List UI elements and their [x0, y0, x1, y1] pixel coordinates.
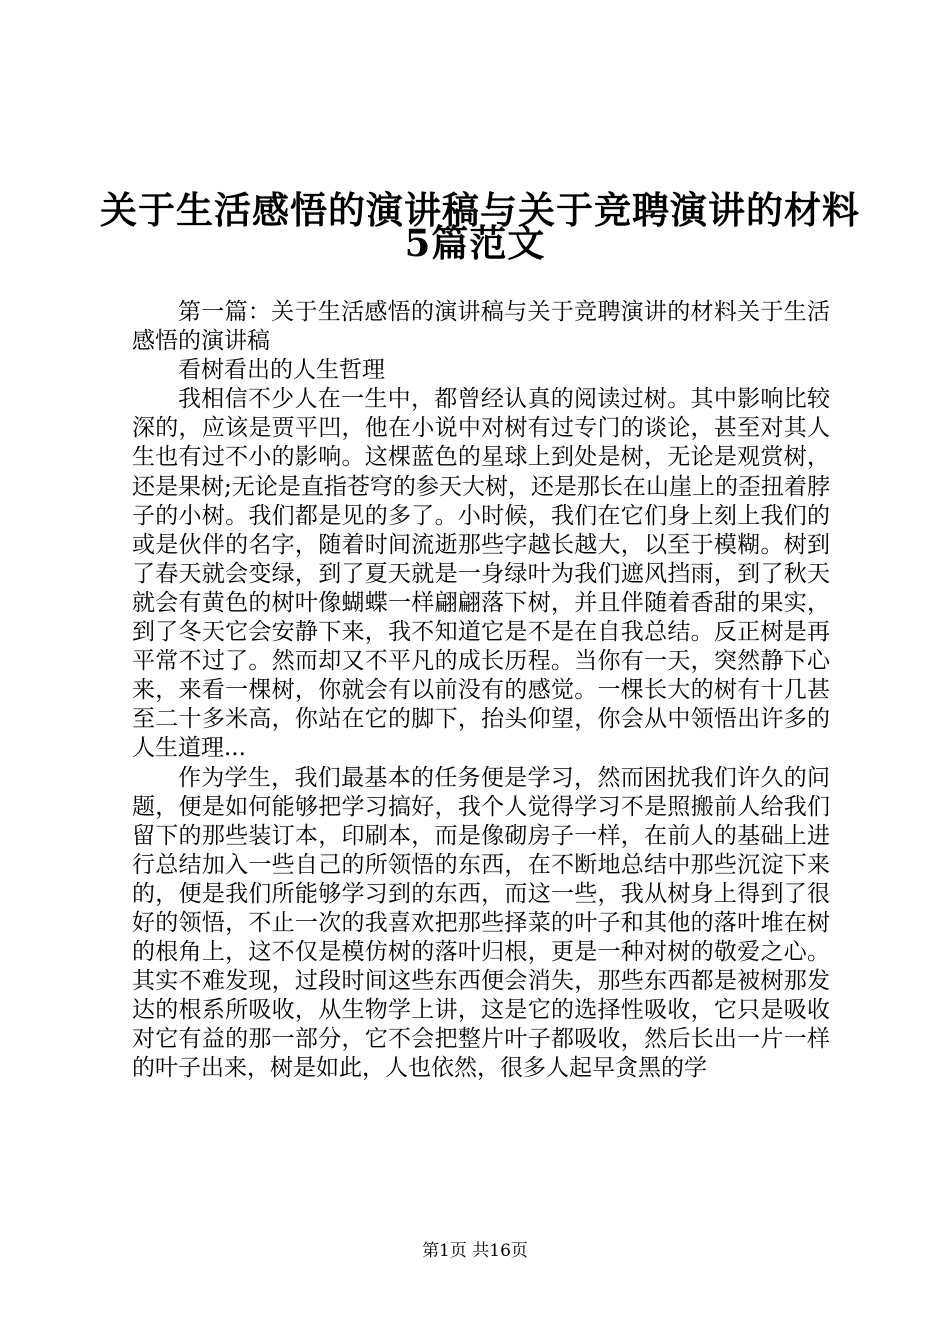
- document-title-line-2: 5篇范文: [404, 221, 546, 265]
- document-title-line-1: 关于生活感悟的演讲稿与关于竞聘演讲的材料: [100, 188, 860, 232]
- paragraph-chapter-heading: 第一篇：关于生活感悟的演讲稿与关于竞聘演讲的材料关于生活感悟的演讲稿: [132, 299, 830, 355]
- page-number-footer: 第1页 共16页: [422, 1241, 528, 1261]
- paragraph: 我相信不少人在一生中，都曾经认真的阅读过树。其中影响比较深的，应该是贾平凹，他在小说中对树有过专门的谈论，甚至对其人生也有过不小的影响。这棵蓝色的星球上到处是树，无论是观赏树，还是果树;无论是直指苍穹的参天大树，还是那长在山崖上的歪扭着脖子的小树。我们都是见的多了。小时候，我们在它们身上刻上我们的或是伙伴的名字，随着时间流逝那些字越长越大，以至于模糊。树到了春天就会变绿，到了夏天就是一身绿叶为我们遮风挡雨，到了秋天就会有黄色的树叶像蝴蝶一样翩翩落下树，并且伴随着香甜的果实，到了冬天它会安静下来，我不知道它是不是在自我总结。反正树是再平常不过了。然而却又不平凡的成长历程。当你有一天，突然静下心来，来看一棵树，你就会有以前没有的感觉。一棵长大的树有十几甚至二十多米高，你站在它的脚下，抬头仰望，你会从中领悟出许多的人生道理...: [132, 386, 830, 762]
- paragraph-subheading: 看树看出的人生哲理: [178, 357, 385, 384]
- document-body: [132, 298, 830, 1084]
- paragraph: 作为学生，我们最基本的任务便是学习，然而困扰我们许久的问题，便是如何能够把学习搞好，我个人觉得学习不是照搬前人给我们留下的那些装订本，印刷本，而是像砌房子一样，在前人的基础上进行总结加入一些自己的所领悟的东西，在不断地总结中那些沉淀下来的，便是我们所能够学习到的东西，而这一些，我从树身上得到了很好的领悟，不止一次的我喜欢把那些择菜的叶子和其他的落叶堆在树的根角上，这不仅是模仿树的落叶归根，更是一种对树的敬爱之心。其实不难发现，过段时间这些东西便会消失，那些东西都是被树那发达的根系所吸收，从生物学上讲，这是它的选择性吸收，它只是吸收对它有益的那一部分，它不会把整片叶子都吸收，然后长出一片一样的叶子出来，树是如此，人也依然，很多人起早贪黑的学: [132, 764, 830, 1082]
